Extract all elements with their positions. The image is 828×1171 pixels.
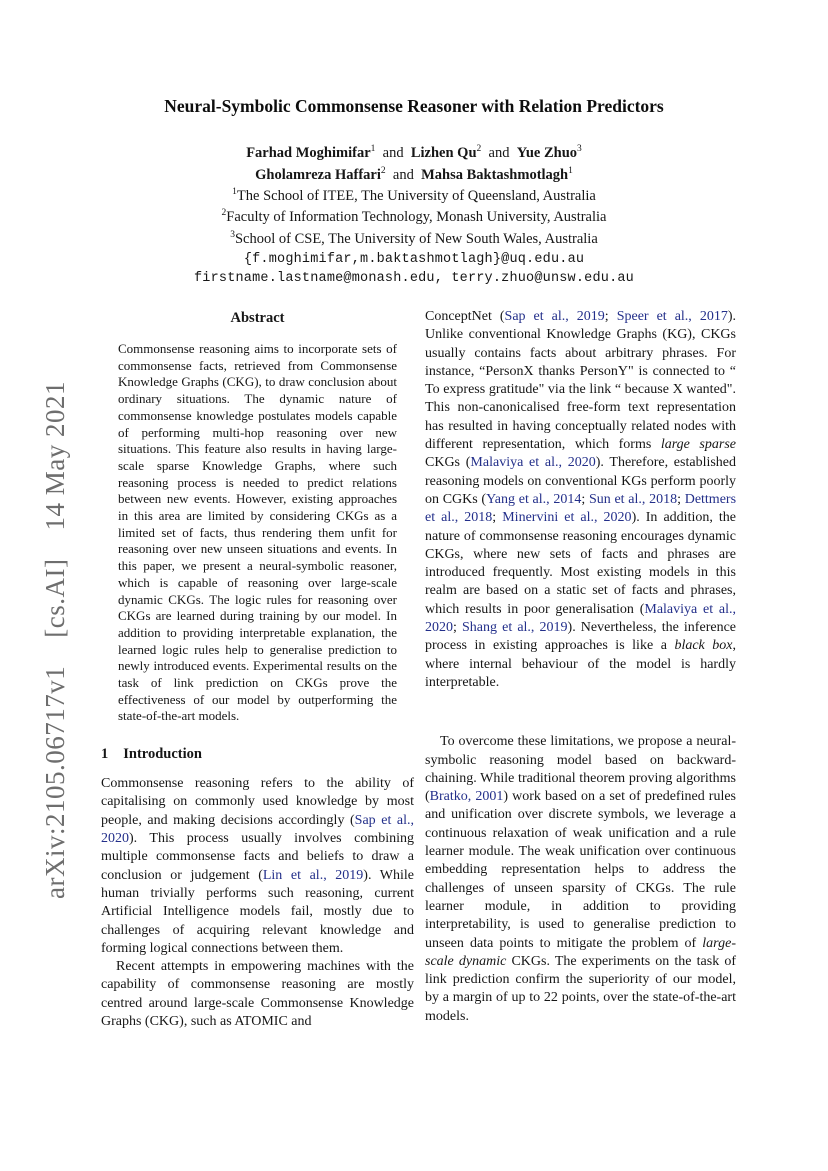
citation-link[interactable]: Lin et al., 2019 [262, 867, 364, 883]
text-segment: ). Unlike conventional Knowledge Graphs (KG), CKGs usually contains facts about arbitrary phrases. For instance, “PersonX thanks PersonY" is connected to “ To express gratitude" via the link “ because X wanted". This non-canonicalised free-form text representation has resulted in having conceptually related nodes with different representation, which forms [425, 309, 736, 453]
section-heading-introduction [101, 746, 414, 763]
text-segment: ). This process usually involves combining multiple commonsense facts and beliefs to draw a conclusion or judgement ( [101, 831, 414, 883]
text-segment: ; [492, 510, 503, 526]
superscript: 1 [568, 166, 573, 177]
text-segment: Farhad Moghimifar [246, 145, 371, 161]
text-segment: ) work based on a set of predefined rules and unification over discrete symbols, we leverage a continuous relaxation of weak unification and a rule learner module. The weak unification over continuous embedding representation helps to address the challenges of unseen sparsity of CKGs. The rule learner module, in addition to providing interpretability, is used to generalise prediction to unseen data points to mitigate the problem of [425, 789, 737, 951]
intro-paragraph-1 [101, 775, 414, 958]
text-segment: Lizhen Qu [410, 145, 477, 161]
text-segment: The School of ITEE, The University of Queensland, Australia [236, 188, 596, 204]
text-segment: School of CSE, The University of New South Wales, Australia [234, 230, 598, 247]
text-segment: ; [581, 491, 589, 507]
text-segment: ConceptNet ( [425, 309, 505, 324]
section-number: 1 [101, 746, 109, 763]
author-line-2 [0, 164, 828, 186]
citation-link[interactable]: Sun et al., 2018 [588, 491, 678, 507]
citation-link[interactable]: Sap et al., 2020 [101, 812, 414, 847]
affiliation-3 [0, 229, 828, 250]
text-segment: large sparse [660, 437, 736, 453]
text-segment: ; [604, 309, 617, 324]
text-segment: To overcome these limitations, we propose a neural-symbolic reasoning model based on backward-chaining. While traditional theorem proving algorithms ( [425, 734, 736, 805]
affiliation-2 [0, 207, 828, 228]
text-segment: Gholamreza Haffari [255, 167, 381, 183]
text-segment: and [481, 145, 517, 161]
text-segment: ; [677, 491, 685, 507]
superscript: 3 [577, 144, 582, 155]
superscript: 2 [380, 166, 386, 177]
superscript: 3 [230, 229, 235, 240]
paper-title: Neural-Symbolic Commonsense Reasoner with Relation Predictors [164, 96, 664, 116]
citation-link[interactable]: Bratko, 2001 [429, 789, 504, 805]
text-segment: Commonsense reasoning refers to the ability of capitalising on commonly used knowledge by most people, and making decisions accordingly ( [101, 776, 414, 828]
text-segment: CKGs ( [425, 455, 471, 471]
abstract-body: Commonsense reasoning aims to incorporate sets of commonsense facts, retrieved from Commonsense Knowledge Graphs (CKG), to draw conclusion about ordinary situations. The dynamic nature of commonsense knowledge postulates models capable of performing multi-hop reasoning over new situations. This feature also results in having large-scale sparse Knowledge Graphs, where such reasoning process is needed to predict relations between new events. However, existing approaches in this area are limited by considering CKGs as a limited set of facts, thus rendering them unfit for reasoning over new unseen situations and events. In this paper, we present a neural-symbolic reasoner, which is capable of reasoning over large-scale dynamic CKGs. The logic rules for reasoning over CKGs are learned during training by our model. In addition to providing interpretable explanation, the learned logic rules help to generalise prediction to newly introduced events. Experimental results on the task of link prediction on CKGs prove the effectiveness of our model by outperforming the state-of-the-art models. [118, 341, 397, 724]
text-segment: Faculty of Information Technology, Monash University, Australia [226, 209, 607, 226]
text-segment: ). Therefore, established reasoning models on conventional KGs perform poorly on CGKs ( [425, 455, 737, 507]
text-segment: ). In addition, the nature of commonsense reasoning encourages dynamic CKGs, where new sets of facts and phrases are introduced frequently. Most existing models in this realm are based on a static set of facts and phrases, which results in poor generalisation ( [425, 510, 736, 617]
email-line-1: {f.moghimifar,m.baktashmotlagh}@uq.edu.au [243, 251, 585, 267]
text-segment: and [385, 167, 422, 183]
text-segment: black box [674, 638, 733, 654]
citation-link[interactable]: Malaviya et al., 2020 [425, 601, 736, 636]
arxiv-watermark: arXiv:2105.06717v1 [cs.AI] 14 May 2021 [40, 381, 70, 899]
text-segment: ; [453, 620, 462, 636]
email-line-2: firstname.lastname@monash.edu, terry.zhuo@unsw.edu.au [194, 271, 634, 287]
right-column [425, 308, 736, 1026]
citation-link[interactable]: Sap et al., 2019 [504, 309, 605, 324]
abstract-heading: Abstract [230, 310, 285, 326]
text-segment: Mahsa Baktashmotlagh [421, 167, 569, 183]
text-segment: large-scale dynamic [425, 935, 736, 969]
superscript: 2 [476, 144, 482, 155]
citation-link[interactable]: Malaviya et al., 2020 [470, 455, 596, 471]
text-segment: ). Nevertheless, the inference process in existing approaches is like a [425, 620, 736, 654]
text-segment: and [375, 145, 411, 161]
paper-header [0, 96, 828, 289]
citation-link[interactable]: Dettmers et al., 2018 [425, 491, 737, 526]
text-segment: ). While human trivially performs such reasoning, current Artificial Intelligence models fail, mostly due to challenges of acquiring relevant knowledge and forming logical connections between them. [101, 867, 415, 956]
citation-link[interactable]: Yang et al., 2014 [486, 491, 582, 507]
author-line-1 [0, 142, 828, 164]
affiliation-1 [0, 186, 828, 207]
superscript: 1 [232, 187, 237, 198]
text-segment: Yue Zhuo [516, 145, 578, 161]
citation-link[interactable]: Speer et al., 2017 [616, 309, 728, 324]
right-column-paragraph-1 [425, 308, 736, 692]
left-column [101, 308, 414, 1031]
superscript: 2 [221, 208, 227, 219]
citation-link[interactable]: Shang et al., 2019 [462, 620, 568, 636]
section-title: Introduction [123, 746, 202, 763]
text-segment: CKGs. The experiments on the task of link prediction confirm the superiority of our model, by a margin of up to 22 points, over the state-of-the-art models. [425, 953, 736, 1024]
text-segment: , where internal behaviour of the model is hardly interpretable. [425, 638, 736, 690]
intro-paragraph-2: Recent attempts in empowering machines with the capability of commonsense reasoning are mostly centred around large-scale Commonsense Knowledge Graphs (CKG), such as ATOMIC and [101, 959, 414, 1030]
superscript: 1 [370, 144, 376, 155]
citation-link[interactable]: Minervini et al., 2020 [502, 510, 632, 526]
right-column-paragraph-2 [425, 733, 736, 1026]
